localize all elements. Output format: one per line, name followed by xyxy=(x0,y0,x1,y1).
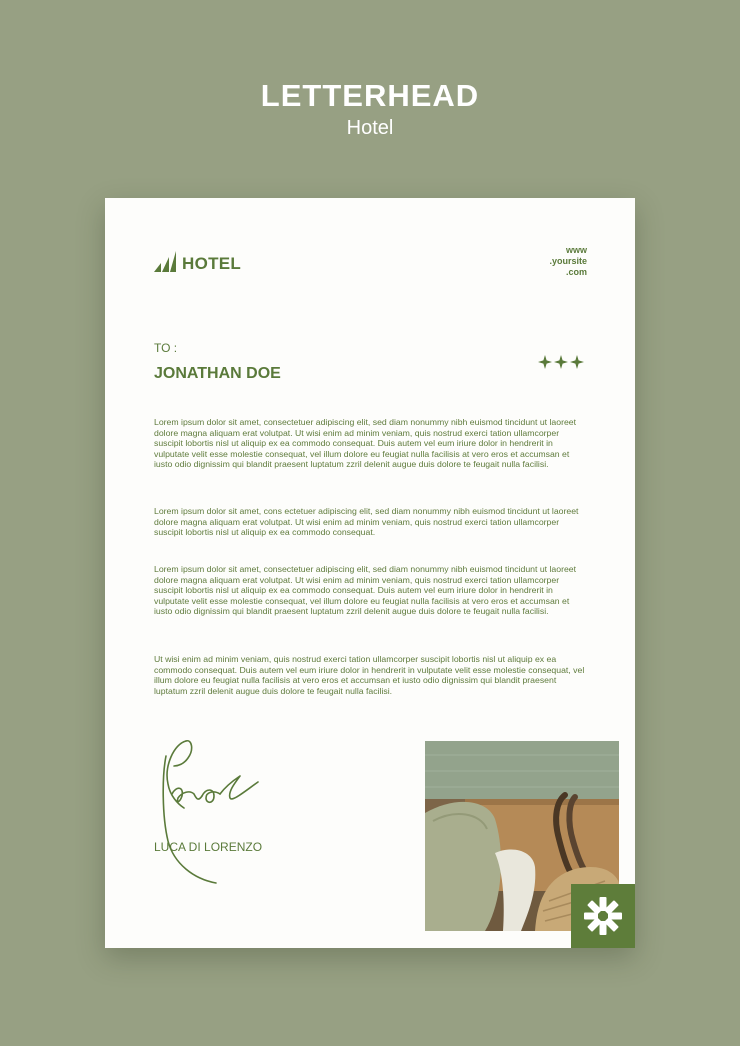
body-paragraph: Ut wisi enim ad minim veniam, quis nostrud exerci tation ullamcorper suscipit lobortis nisl ut aliquip ex ea commodo consequat. Duis autem vel eum iriure dolor in hendrerit in vulputate velit esse molestie consequat, vel illum dolore eu feugiat nulla facilisis at vero eros et accumsan et iusto odio dignissim qui blandit praesent luptatum zzril delenit augue duis dolore te feugait nulla facilisi. xyxy=(154,654,585,696)
body-paragraph: Lorem ipsum dolor sit amet, consectetuer adipiscing elit, sed diam nonummy nibh euismod tincidunt ut laoreet dolore magna aliquam erat volutpat. Ut wisi enim ad minim veniam, quis nostrud exerci tation ullamcorper suscipit lobortis nisl ut aliquip ex ea commodo consequat. Duis autem vel eum iriure dolor in hendrerit in vulputate velit esse molestie consequat, vel illum dolore eu feugiat nulla facilisis at vero eros et accumsan et iusto odio dignissim qui blandit praesent luptatum zzril delenit augue duis dolore te feugait nulla facilisi. xyxy=(154,564,577,617)
badge xyxy=(571,884,635,948)
website-address xyxy=(549,245,587,278)
body-paragraph: Lorem ipsum dolor sit amet, consectetuer adipiscing elit, sed diam nonummy nibh euismod tincidunt ut laoreet dolore magna aliquam erat volutpat. Ut wisi enim ad minim veniam, quis nostrud exerci tation ullamcorper suscipit lobortis nisl ut aliquip ex ea commodo consequat. Duis autem vel eum iriure dolor in hendrerit in vulputate velit esse molestie consequat, vel illum dolore eu feugiat nulla facilisis at vero eros et accumsan et iusto odio dignissim qui blandit praesent luptatum zzril delenit augue duis dolore te feugait nulla facilisi. xyxy=(154,417,577,470)
page-subtitle: Hotel xyxy=(346,117,394,139)
to-label: TO : xyxy=(154,341,178,355)
triangle-bars-icon xyxy=(154,250,177,274)
sparkles-icon xyxy=(537,354,585,370)
handwritten-signature xyxy=(154,736,274,886)
asterisk-flower-icon xyxy=(583,896,623,936)
signatory-name: LUCA DI LORENZO xyxy=(154,840,263,854)
website-line: www xyxy=(565,245,587,255)
website-line: .com xyxy=(565,267,587,277)
recipient-name: JONATHAN DOE xyxy=(154,365,281,382)
body-paragraph: Lorem ipsum dolor sit amet, cons ectetuer adipiscing elit, sed diam nonummy nibh euismod tincidunt ut laoreet dolore magna aliquam erat volutpat. Ut wisi enim ad minim veniam, quis nostrud exerci tation ullamcorper suscipit lobortis nisl ut aliquip ex ea commodo consequat. xyxy=(154,506,579,538)
website-line: .yoursite xyxy=(549,256,587,266)
page-title: LETTERHEAD xyxy=(260,78,480,113)
letterhead-sheet xyxy=(105,198,635,948)
brand-name: HOTEL xyxy=(182,254,242,273)
